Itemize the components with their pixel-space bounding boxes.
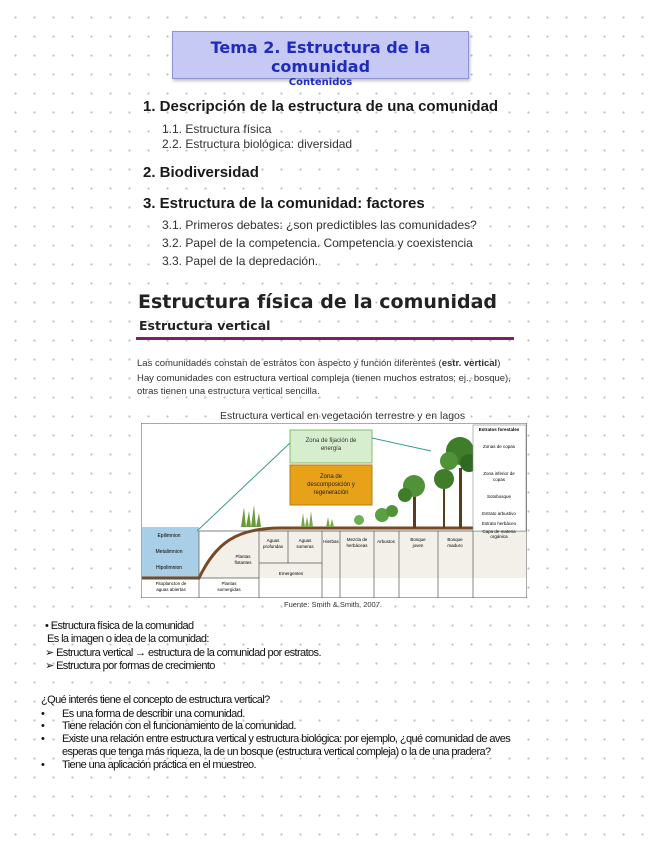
decomp-zone-label-1: Zona de xyxy=(319,474,343,480)
energy-zone-label-2: energía xyxy=(320,446,342,452)
energy-zone-label-1: Zona de fijación de xyxy=(305,438,357,444)
section-1-heading: 1. Descripción de la estructura de una comunidad xyxy=(143,98,499,115)
question-line: ¿Qué interés tiene el concepto de estructura vertical? xyxy=(41,694,270,706)
page-title: Tema 2. Estructura de la comunidad xyxy=(210,38,431,76)
section-1-2: 2.2. Estructura biológica: diversidad xyxy=(162,137,353,151)
bullet-marker-4: • xyxy=(41,759,45,771)
section-3-3: 3.3. Papel de la depredación. xyxy=(162,254,319,268)
diagram-title: Estructura vertical en vegetación terrestre y en lagos xyxy=(220,410,466,422)
slide2-title: Estructura física de la comunidad xyxy=(138,291,497,313)
note-line-4: ➢ Estructura por formas de crecimiento xyxy=(45,660,215,672)
herb-mix-label-1: Mezcla de xyxy=(346,537,368,542)
metalimnion-label: Metalimnion xyxy=(155,549,183,555)
forest-strata-title: Estratos forestales xyxy=(478,427,520,432)
canopy-label: Zonas de copas xyxy=(482,444,516,449)
p1-text: Las comunidades constan de estratos con aspecto y función diferentes ( xyxy=(137,358,442,369)
bullet-marker-3: • xyxy=(41,733,45,745)
section-3-heading: 3. Estructura de la comunidad: factores xyxy=(143,195,425,212)
section-3-2: 3.2. Papel de la competencia. Competencia y coexistencia xyxy=(162,236,473,250)
section-2-heading: 2. Biodiversidad xyxy=(143,164,259,181)
epilimnion-label: Epilimnion xyxy=(157,533,181,539)
section-1-1: 1.1. Estructura física xyxy=(162,122,272,136)
shallow-water-label-2: someras xyxy=(296,544,314,549)
page-subtitle: Contenidos xyxy=(288,77,353,88)
vertical-structure-diagram xyxy=(141,423,527,598)
slide2-paragraph-3: otras tienen una estructura vertical sencilla. xyxy=(137,386,320,397)
decomp-zone-label-2: descomposición y xyxy=(307,482,355,488)
bullet-text-3a: Existe una relación entre estructura vertical y estructura biológica: por ejemplo, ¿qué comunidad de aves xyxy=(62,733,511,745)
bullet-text-3b: esperas que tenga más riqueza, la de un bosque (estructura vertical compleja) o la de una pradera? xyxy=(62,746,491,758)
note-line-3: ➢ Estructura vertical → estructura de la comunidad por estratos. xyxy=(45,647,321,659)
shrub-stratum-label: Estrato arbustivo xyxy=(482,511,516,516)
note-line-1: • Estructura física de la comunidad xyxy=(45,620,194,632)
ground-fill xyxy=(199,528,526,578)
bullet-text-2: Tiene relación con el funcionamiento de la comunidad. xyxy=(62,720,296,732)
decomp-zone-label-3: regeneración xyxy=(313,490,349,496)
diagram-source: Fuente: Smith & Smith, 2007. xyxy=(284,600,382,609)
shrubs-label: Arbustos xyxy=(377,539,395,544)
shallow-water-label-1: Aguas xyxy=(298,538,312,543)
bullet-text-4: Tiene una aplicación práctica en el muestreo. xyxy=(62,759,256,771)
submerged-plants-label-2: sumergidas xyxy=(217,587,241,592)
bullet-marker-2: • xyxy=(41,720,45,732)
bullet-text-1: Es una forma de describir una comunidad. xyxy=(62,708,245,720)
grasses-label: Hierbas xyxy=(323,539,339,544)
slide2-paragraph-2: Hay comunidades con estructura vertical compleja (tienen muchos estratos; ej., bosque), xyxy=(137,373,511,384)
emergent-label: Emergentes xyxy=(278,571,304,576)
mature-forest-label-2: maduro xyxy=(447,543,463,548)
young-forest-label-2: joven xyxy=(412,543,424,548)
deep-water-label-1: Aguas xyxy=(266,538,280,543)
lower-canopy-label-1: Zona inferior de xyxy=(483,471,515,476)
deep-water-label-2: profundas xyxy=(262,544,284,549)
bullet-marker-1: • xyxy=(41,708,45,720)
p1-bold: estr. vertical xyxy=(441,358,498,369)
hipolimnion-label: Hipolimnion xyxy=(155,565,183,571)
phytoplankton-label-1: Fitoplancton de xyxy=(155,581,187,586)
slide2-subtitle: Estructura vertical xyxy=(139,318,271,333)
herb-mix-label-2: herbáceas xyxy=(346,543,368,548)
phytoplankton-label-2: aguas abiertas xyxy=(156,587,186,592)
note-line-2: Es la imagen o idea de la comunidad: xyxy=(47,633,209,645)
floating-plants-label-1: Plantas xyxy=(235,554,251,559)
young-forest-label-1: Bosque xyxy=(410,537,426,542)
mature-forest-label-1: Bosque xyxy=(447,537,463,542)
organic-layer-label-1: Capa de materia xyxy=(482,529,516,534)
lower-canopy-label-2: copas xyxy=(492,477,506,482)
submerged-plants-label-1: Plantas xyxy=(221,581,237,586)
floating-plants-label-2: flotantes xyxy=(234,560,252,565)
organic-layer-label-2: orgánica xyxy=(490,534,508,539)
understory-label: Sotobosque xyxy=(486,494,512,499)
divider-rule xyxy=(136,337,514,340)
slide-title-box xyxy=(172,31,469,88)
p1-close: ) xyxy=(497,358,501,369)
section-3-1: 3.1. Primeros debates: ¿son predictibles las comunidades? xyxy=(162,218,477,232)
herb-stratum-label: Estrato herbáceo xyxy=(481,521,517,526)
slide2-paragraph-1 xyxy=(137,358,500,369)
